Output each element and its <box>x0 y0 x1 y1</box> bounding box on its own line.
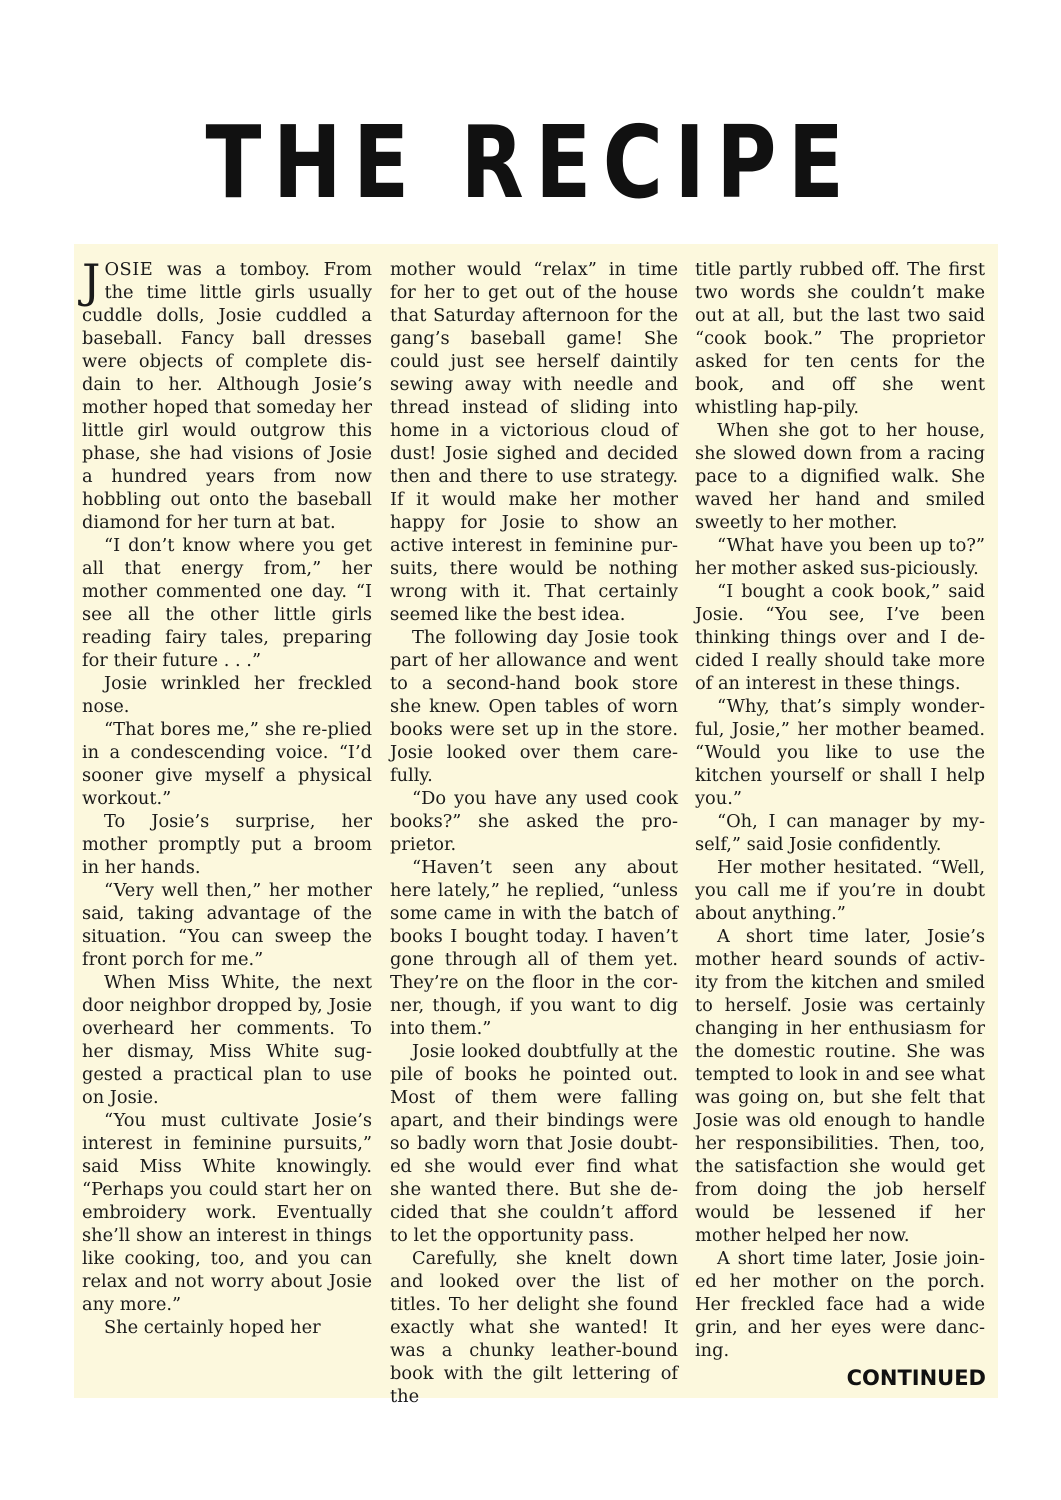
continued-paragraph: title partly rubbed off. The first two words she couldn’t make out at all, but the last two said “cook book.” The proprietor asked for ten cents for the book, and off she went whistling hap-pily. <box>695 259 985 418</box>
paragraph: “Haven’t seen any about here lately,” he replied, “unless some came in with the batch of books I bought today. I haven’t gone through all of them yet. They’re on the floor in the cor-ner, though, if you want to dig into them.” <box>390 857 678 1039</box>
paragraph: “Do you have any used cook books?” she asked the pro-prietor. <box>390 788 678 855</box>
paragraph: Josie looked doubtfully at the pile of books he pointed out. Most of them were falling apart, and their bindings were so badly worn that Josie doubt-ed she would ever find what she wanted there. But she de-cided that she couldn’t afford to let the opportunity pass. <box>390 1041 678 1246</box>
story-panel <box>74 244 998 1407</box>
paragraph: To Josie’s surprise, her mother promptly put a broom in her hands. <box>82 811 372 878</box>
drop-cap: J <box>82 254 101 308</box>
text-column-2 <box>390 258 678 1408</box>
paragraph: The following day Josie took part of her allowance and went to a second-hand book store she knew. Open tables of worn books were set up in the store. Josie looked over them care-fully. <box>390 627 678 786</box>
text-column-1 <box>82 254 372 1339</box>
paragraph: “You must cultivate Josie’s interest in feminine pursuits,” said Miss White knowingly. “Perhaps you could start her on embroidery work. Eventually she’ll show an interest in things like cooking, too, and you can relax and not worry about Josie any more.” <box>82 1110 372 1315</box>
opening-paragraph <box>82 254 372 534</box>
paragraph: When she got to her house, she slowed down from a racing pace to a dignified walk. She waved her hand and smiled sweetly to her mother. <box>695 420 985 533</box>
paragraph: A short time later, Josie’s mother heard sounds of activ-ity from the kitchen and smiled to herself. Josie was certainly changing in her enthusiasm for the domestic routine. She was tempted to look in and see what was going on, but she felt that Josie was old enough to handle her responsibilities. Then, too, the satisfaction she would get from doing the job herself would be lessened if her mother helped her now. <box>695 926 985 1246</box>
paragraph: A short time later, Josie join-ed her mother on the porch. Her freckled face had a wide grin, and her eyes were danc-ing. <box>695 1248 985 1361</box>
paragraph: “Very well then,” her mother said, taking advantage of the situation. “You can sweep the front porch for me.” <box>82 880 372 970</box>
opening-caps: OSIE <box>104 259 154 280</box>
paragraph: “I bought a cook book,” said Josie. “You see, I’ve been thinking things over and I de-cided I really should take more of an interest in these things. <box>695 581 985 694</box>
paragraph: When Miss White, the next door neighbor dropped by, Josie overheard her comments. To her dismay, Miss White sug-gested a practical plan to use on Josie. <box>82 972 372 1108</box>
paragraph: “What have you been up to?” her mother asked sus-piciously. <box>695 535 985 579</box>
paragraph: She certainly hoped her <box>104 1317 321 1338</box>
paragraph: “Why, that’s simply wonder-ful, Josie,” her mother beamed. “Would you like to use the kitchen yourself or shall I help you.” <box>695 696 985 809</box>
text-column-3 <box>695 258 985 1362</box>
continued-label: CONTINUED <box>846 1366 986 1390</box>
story-title: THE RECIPE <box>205 104 856 221</box>
continued-paragraph: mother would “relax” in time for her to get out of the house that Saturday afternoon for the gang’s baseball game! She could just see herself daintily sewing away with needle and thread instead of sliding into home in a victorious cloud of dust! Josie sighed and decided then and there to use strategy. If it would make her mother happy for Josie to show an active interest in feminine pur-suits, there would be nothing wrong with it. That certainly seemed like the best idea. <box>390 259 678 625</box>
paragraph: Josie wrinkled her freckled nose. <box>82 673 372 717</box>
paragraph: “I don’t know where you get all that energy from,” her mother commented one day. “I see all the other little girls reading fairy tales, preparing for their future . . .” <box>82 535 372 671</box>
opening-text: was a tomboy. From the time little girls usually cuddle dolls, Josie cuddled a baseball. Fancy ball dresses were objects of complete dis-dain to her. Although Josie’s mother hoped that someday her little girl would outgrow this phase, she had visions of Josie a hundred years from now hobbling out onto the baseball diamond for her turn at bat. <box>82 259 372 533</box>
paragraph: Carefully, she knelt down and looked over the list of titles. To her delight she found exactly what she wanted! It was a chunky leather-bound book with the gilt lettering of the <box>390 1248 678 1407</box>
paragraph: “That bores me,” she re-plied in a condescending voice. “I’d sooner give myself a physical workout.” <box>82 719 372 809</box>
paragraph: “Oh, I can manager by my-self,” said Josie confidently. <box>695 811 985 855</box>
paragraph: Her mother hesitated. “Well, you call me if you’re in doubt about anything.” <box>695 857 985 924</box>
